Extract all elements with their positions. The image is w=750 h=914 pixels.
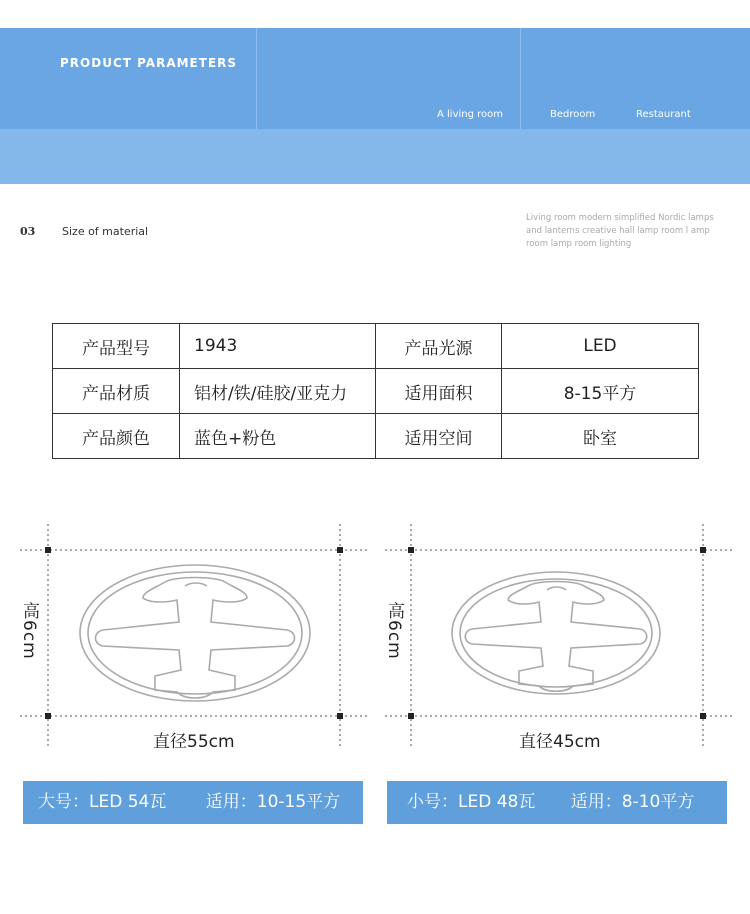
tab-bedroom[interactable]: Bedroom: [550, 109, 596, 120]
banner-divider: [256, 28, 257, 129]
param-label: 适用空间: [376, 414, 502, 459]
small-spec-power: 小号：LED 48瓦: [407, 792, 536, 812]
banner-divider: [520, 28, 521, 129]
small-spec-box: [387, 781, 727, 824]
height-label: 高6cm: [19, 602, 39, 660]
small-spec-area: 适用：8-10平方: [570, 792, 695, 812]
param-label: 产品光源: [376, 324, 502, 369]
parameter-table: [52, 323, 699, 459]
large-spec-box: [23, 781, 363, 824]
header-banner-strip: [0, 129, 750, 184]
tab-living-room[interactable]: A living room: [437, 109, 504, 120]
table-row: [53, 369, 699, 414]
param-label: 适用面积: [376, 369, 502, 414]
table-row: [53, 324, 699, 369]
large-spec-power: 大号：LED 54瓦: [38, 792, 167, 812]
small-lamp-drawing: [380, 520, 740, 750]
banner-title: PRODUCT PARAMETERS: [60, 56, 238, 70]
param-value: 卧室: [502, 414, 699, 459]
large-lamp-diagram: [15, 520, 375, 750]
diameter-label: 直径45cm: [519, 732, 601, 752]
section-note: Living room modern simplified Nordic lamps and lanterns creative hall lamp room l amp room lamp room lighting: [526, 213, 714, 249]
param-label: 产品材质: [53, 369, 180, 414]
section-number: 03: [20, 225, 36, 238]
param-value: 铝材/铁/硅胶/亚克力: [180, 369, 376, 414]
section-title: Size of material: [62, 225, 149, 238]
param-value: LED: [502, 324, 699, 369]
param-value: 1943: [180, 324, 376, 369]
param-label: 产品型号: [53, 324, 180, 369]
table-row: [53, 414, 699, 459]
height-label: 高6cm: [384, 602, 404, 660]
large-spec-area: 适用：10-15平方: [205, 792, 341, 812]
diameter-label: 直径55cm: [153, 732, 235, 752]
param-label: 产品颜色: [53, 414, 180, 459]
large-lamp-drawing: [15, 520, 375, 750]
small-lamp-diagram: [380, 520, 740, 750]
param-value: 蓝色+粉色: [180, 414, 376, 459]
param-value: 8-15平方: [502, 369, 699, 414]
tab-restaurant[interactable]: Restaurant: [636, 109, 691, 120]
